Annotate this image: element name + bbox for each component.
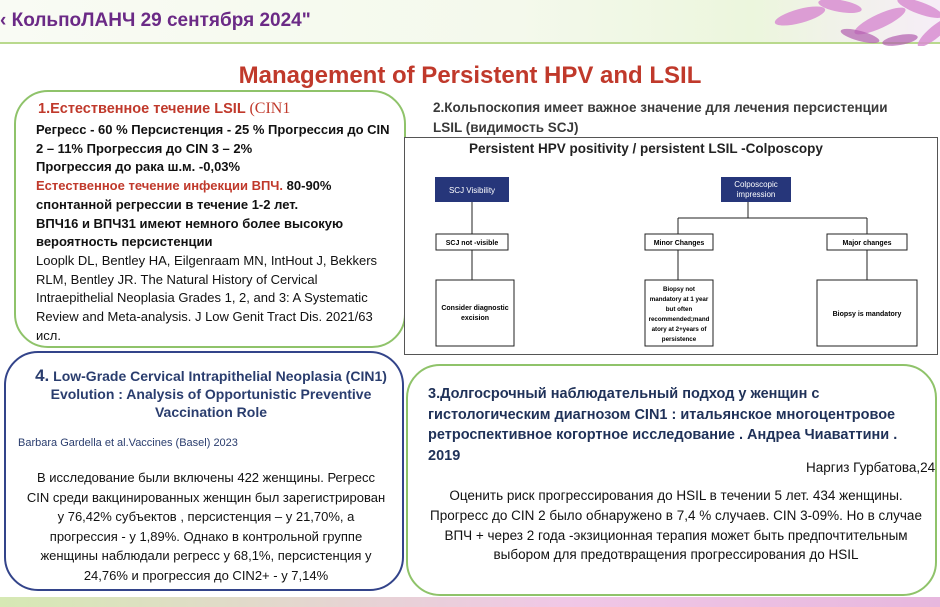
colposcopic-label-1: Colposcopic	[734, 180, 778, 189]
biopsy-minor-1: Biopsy not	[663, 286, 695, 293]
biopsy-minor-5: atory at 2+years of	[651, 326, 707, 333]
section4-title-text: Low-Grade Cervical Intrapithelial Neoplasia (CIN1) Evolution : Analysis of Opportunistic Preventive Vaccination Role	[49, 368, 387, 420]
biopsy-minor-2: mandatory at 1 year	[649, 296, 709, 303]
section1-hpv-red: Естественное течение инфекции ВПЧ.	[36, 178, 284, 194]
header-banner	[0, 0, 940, 44]
bottom-decoration	[0, 597, 940, 607]
biopsy-minor-4: recommended;mand	[648, 316, 710, 323]
slide-title: Management of Persistent HPV and LSIL	[238, 62, 702, 89]
diagram-title: Persistent HPV positivity / persistent LSIL -Colposcopy	[469, 141, 823, 156]
section4-number: 4.	[35, 366, 50, 385]
natural-history-box	[14, 90, 406, 348]
section1-heading-text: 1.Естественное течение LSIL	[38, 101, 246, 117]
biopsy-minor-6: persistence	[661, 336, 697, 343]
section1-hpv-rest: 80-90% спонтанной регрессии в течение 1-2 лет.	[36, 178, 332, 212]
section4-author: Barbara Gardella et al.Vaccines (Basel) 2023	[18, 437, 238, 449]
major-changes-label: Major changes	[842, 240, 892, 247]
section1-body	[36, 121, 396, 345]
consider-excision-box	[436, 280, 514, 346]
section1-heading	[38, 100, 290, 118]
biopsy-major-label: Biopsy is mandatory	[832, 311, 902, 318]
section1-stats-line1: Регресс - 60 % Персистенция - 25 % Прогрессия до CIN 2 – 11% Прогрессия до CIN 3 – 2%	[36, 122, 390, 156]
scj-visibility-label: SCJ Visibility	[448, 186, 496, 195]
vaccination-study-box	[4, 351, 404, 591]
flower-decoration	[760, 0, 940, 46]
section4-title	[26, 367, 396, 421]
colposcopic-label-2: impression	[736, 190, 776, 199]
section1-stats-line2: Прогрессия до рака ш.м. -0,03%	[36, 159, 241, 175]
consider-label-1: Consider diagnostic	[441, 305, 509, 312]
cohort-study-box	[406, 364, 937, 596]
consider-label-2: excision	[460, 315, 490, 322]
section3-title: 3.Долгосрочный наблюдательный подход у женщин с гистологическим диагнозом CIN1 : итальянское многоцентровое ретроспективное когортное исследование . Андреа Чиаваттини . 2019	[428, 386, 898, 464]
section1-heading-cin: (CIN1	[249, 100, 291, 117]
colposcopy-diagram	[404, 137, 938, 355]
section4-body: В исследование были включены 422 женщины. Регресс CIN среди вакцинированных женщин был зарегистрирован у 76,42% субъектов , персистенция – у 21,70%, а прогрессия - у 1,89%. Однако в контрольной группе женщины наблюдали регресс у 68,1%, персистенция у 24,76% и прогрессия до CIN2+ - у 7,14%	[26, 470, 386, 583]
colposcopy-flowchart	[405, 138, 937, 354]
section2-heading: 2.Кольпоскопия имеет важное значение для лечения персистенции LSIL (видимость SCJ)	[433, 100, 888, 135]
section1-reference: Looplk DL, Bentley HA, Eilgenraam MN, IntHout J, Bekkers RLM, Bentley JR. The Natural History of Cervical Intraepithelial Neoplasia Grades 1, 2, and 3: A Systematic Review and Meta-analysis. J Low Genit Tract Dis. 2021/63 исл.	[36, 252, 378, 343]
biopsy-minor-3: but often	[665, 306, 693, 313]
minor-changes-label: Minor Changes	[653, 240, 705, 247]
section3-body: Оценить риск прогрессирования до HSIL в течении 5 лет. 434 женщины. Прогресс до CIN 2 было обнаружено в 7,4 % случаев. CIN 3-09%. Но в случае ВПЧ + через 2 года -экзиционная терапия может быть предпочтительным выбором для предотвращения прогрессирования до HSIL	[430, 488, 922, 563]
header-title: ‹ КольпоЛАНЧ 29 сентября 2024"	[0, 10, 311, 31]
scj-not-visible-label: SCJ not -visible	[445, 240, 499, 247]
section1-hpv16: ВПЧ16 и ВПЧ31 имеют немного более высокую вероятность персистенции	[36, 215, 344, 250]
section3-author: Наргиз Гурбатова,24	[806, 460, 936, 475]
section1-hpv-paragraph	[36, 177, 396, 214]
